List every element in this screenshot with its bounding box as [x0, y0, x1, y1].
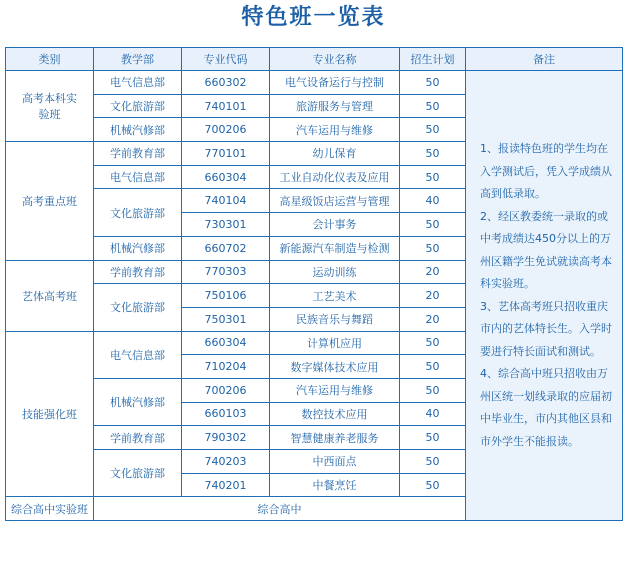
plan-cell: 20 [400, 284, 466, 308]
comprehensive-cell: 综合高中 [94, 497, 466, 521]
plan-cell: 40 [400, 189, 466, 213]
plan-cell: 50 [400, 236, 466, 260]
code-cell: 660103 [182, 402, 270, 426]
dept-cell: 电气信息部 [94, 331, 182, 378]
category-cell: 综合高中实验班 [6, 497, 94, 521]
dept-cell: 文化旅游部 [94, 94, 182, 118]
plan-cell: 50 [400, 71, 466, 95]
code-cell: 660304 [182, 165, 270, 189]
header-code: 专业代码 [182, 48, 270, 71]
dept-cell: 文化旅游部 [94, 284, 182, 331]
code-cell: 710204 [182, 355, 270, 379]
plan-cell: 50 [400, 142, 466, 166]
plan-cell: 40 [400, 402, 466, 426]
plan-cell: 50 [400, 213, 466, 237]
dept-cell: 机械汽修部 [94, 118, 182, 142]
special-class-table [5, 47, 623, 521]
plan-cell: 50 [400, 118, 466, 142]
major-cell: 民族音乐与舞蹈 [270, 307, 400, 331]
plan-cell: 50 [400, 378, 466, 402]
header-dept: 教学部 [94, 48, 182, 71]
header-row [6, 48, 623, 71]
plan-cell: 50 [400, 331, 466, 355]
code-cell: 660302 [182, 71, 270, 95]
dept-cell: 电气信息部 [94, 165, 182, 189]
plan-cell: 50 [400, 355, 466, 379]
table-row [6, 71, 623, 95]
code-cell: 740101 [182, 94, 270, 118]
code-cell: 770101 [182, 142, 270, 166]
major-cell: 会计事务 [270, 213, 400, 237]
major-cell: 电气设备运行与控制 [270, 71, 400, 95]
code-cell: 730301 [182, 213, 270, 237]
major-cell: 智慧健康养老服务 [270, 426, 400, 450]
plan-cell: 20 [400, 260, 466, 284]
header-major: 专业名称 [270, 48, 400, 71]
major-cell: 中西面点 [270, 450, 400, 474]
major-cell: 幼儿保育 [270, 142, 400, 166]
page-title: 特色班一览表 [241, 5, 386, 30]
header-category: 类别 [6, 48, 94, 71]
code-cell: 660702 [182, 236, 270, 260]
note-item: 4、综合高中班只招收由万州区统一划线录取的应届初中毕业生，市内其他区县和市外学生不能报读。 [480, 367, 612, 448]
note-item: 2、经区教委统一录取的或中考成绩达450分以上的万州区籍学生免试就读高考本科实验班。 [480, 209, 612, 291]
major-cell: 数字媒体技术应用 [270, 355, 400, 379]
note-item: 1、报读特色班的学生均在入学测试后，凭入学成绩从高到低录取。 [480, 142, 612, 201]
code-cell: 660304 [182, 331, 270, 355]
dept-cell: 学前教育部 [94, 426, 182, 450]
dept-cell: 机械汽修部 [94, 236, 182, 260]
major-cell: 汽车运用与维修 [270, 118, 400, 142]
category-cell: 艺体高考班 [6, 260, 94, 331]
major-cell: 数控技术应用 [270, 402, 400, 426]
code-cell: 750106 [182, 284, 270, 308]
dept-cell: 电气信息部 [94, 71, 182, 95]
major-cell: 旅游服务与管理 [270, 94, 400, 118]
major-cell: 运动训练 [270, 260, 400, 284]
plan-cell: 50 [400, 473, 466, 497]
code-cell: 750301 [182, 307, 270, 331]
plan-cell: 50 [400, 165, 466, 189]
plan-cell: 50 [400, 94, 466, 118]
category-cell: 技能强化班 [6, 331, 94, 497]
plan-cell: 50 [400, 450, 466, 474]
code-cell: 740104 [182, 189, 270, 213]
code-cell: 790302 [182, 426, 270, 450]
dept-cell: 学前教育部 [94, 142, 182, 166]
major-cell: 计算机应用 [270, 331, 400, 355]
table-body [6, 71, 623, 521]
major-cell: 工业自动化仪表及应用 [270, 165, 400, 189]
code-cell: 740201 [182, 473, 270, 497]
code-cell: 740203 [182, 450, 270, 474]
major-cell: 高星级饭店运营与管理 [270, 189, 400, 213]
dept-cell: 文化旅游部 [94, 450, 182, 497]
code-cell: 770303 [182, 260, 270, 284]
header-plan: 招生计划 [400, 48, 466, 71]
major-cell: 中餐烹饪 [270, 473, 400, 497]
plan-cell: 50 [400, 426, 466, 450]
category-cell: 高考本科实验班 [6, 71, 94, 142]
note-item: 3、艺体高考班只招收重庆市内的艺体特长生。入学时要进行特长面试和测试。 [480, 299, 612, 358]
notes-cell [466, 71, 623, 521]
category-cell: 高考重点班 [6, 142, 94, 260]
dept-cell: 学前教育部 [94, 260, 182, 284]
major-cell: 新能源汽车制造与检测 [270, 236, 400, 260]
code-cell: 700206 [182, 118, 270, 142]
plan-cell: 20 [400, 307, 466, 331]
code-cell: 700206 [182, 378, 270, 402]
major-cell: 汽车运用与维修 [270, 378, 400, 402]
header-note: 备注 [466, 48, 623, 71]
dept-cell: 机械汽修部 [94, 378, 182, 425]
major-cell: 工艺美术 [270, 284, 400, 308]
dept-cell: 文化旅游部 [94, 189, 182, 236]
